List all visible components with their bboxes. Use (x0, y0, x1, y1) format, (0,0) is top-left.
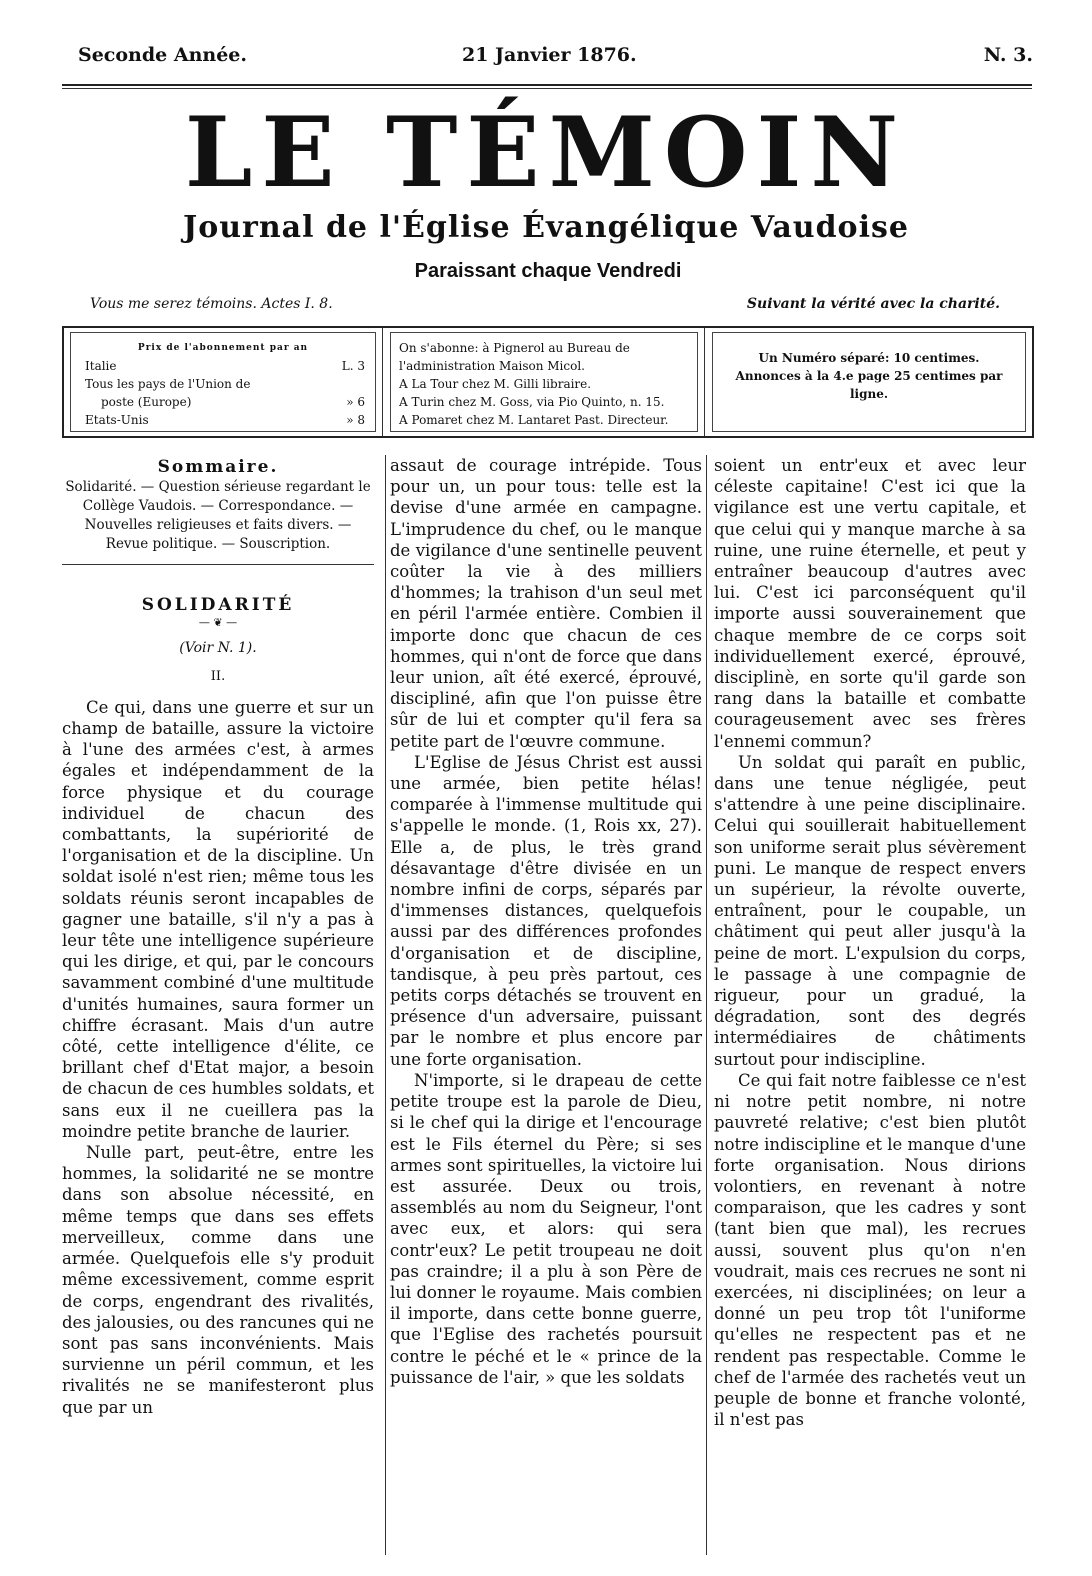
date-label: 21 Janvier 1876. (462, 44, 637, 66)
article-title: SOLIDARITÉ (141, 595, 295, 616)
publication-frequency: Paraissant chaque Vendredi (414, 260, 682, 282)
sommaire-text: Solidarité. — Question sérieuse regardant le Collège Vaudois. — Correspondance. — Nouvelles religieuses et faits divers. — Revue politique. — Souscription. (65, 479, 371, 553)
subscribe-line: A Pomaret chez M. Lantaret Past. Directeur. (399, 413, 669, 427)
price-row: Tous les pays de l'Union de (85, 377, 251, 391)
header-line (78, 44, 1033, 74)
article-part: II. (210, 668, 226, 684)
column-separator (706, 455, 707, 1555)
masthead-subtitle: Journal de l'Église Évangélique Vaudoise (183, 210, 909, 245)
issue-number: N. 3. (983, 44, 1033, 66)
prices-title: Prix de l'abonnement par an (137, 343, 309, 353)
motto-left: Vous me serez témoins. Actes I. 8. (90, 296, 333, 312)
paragraph: Nulle part, peut-être, entre les hommes, la solidarité ne se montre dans son absolue nécessité, en même temps que dans ses effets merveilleux, comme dans une armée. Quelquefois elle s'y produit même excessivement, comme esprit de corps, engendrant des rivalités, des jalousies, ou des rancunes qui ne sont pas sans inconvénients. Mais survienne un péril commun, et les rivalités ne se manifesteront plus que par un (62, 1143, 374, 1417)
article-reference: (Voir N. 1). (179, 640, 257, 657)
subscription-box (62, 326, 1034, 438)
sommaire-rule (62, 564, 374, 565)
subscribe-line: A La Tour chez M. Gilli libraire. (399, 377, 592, 391)
price-row: poste (Europe) » 6 (101, 395, 365, 409)
ads-price: Annonces à la 4.e page 25 centimes par ligne. (735, 369, 1003, 401)
column-3 (714, 455, 1026, 1430)
header-rule-thin (62, 88, 1032, 89)
sommaire-title: Sommaire. (157, 457, 279, 477)
ornament: — ❦ — (198, 616, 238, 630)
pricing-notes-column (706, 328, 1032, 436)
header-rule (62, 84, 1032, 86)
motto-right: Suivant la vérité avec la charité. (746, 296, 1000, 312)
price-row: Etats-Unis » 8 (85, 413, 365, 427)
paragraph: soient un entr'eux et avec leur céleste capitaine! C'est ici que la vigilance est une vertu capitale, et que celui qui y manque marche à sa ruine, une ruine éternelle, et peut y entraîner beaucoup d'autres avec lui. C'est ici parconséquent qu'il importe aussi souverainement que chaque membre de ce corps soit individuellement exercé, éprouvé, disciplinè, en sorte qu'il garde son rang dans la bataille et combatte courageusement avec ses frères l'ennemi commun? (714, 456, 1026, 751)
paragraph: Un soldat qui paraît en public, dans une tenue négligée, peut s'attendre à une peine disciplinaire. Celui qui souillerait habituellement son uniforme serait plus sévèrement puni. Le manque de respect envers un supérieur, la révolte ouverte, entraînent, pour le coupable, un châtiment qui peut aller jusqu'à la peine de mort. L'expulsion du corps, le passage à une compagnie de rigueur, pour un gradué, la dégradation, sont des degrés intermédiaires de châtiments surtout pour indiscipline. (714, 752, 1026, 1069)
paragraph: L'Eglise de Jésus Christ est aussi une armée, bien petite hélas! comparée à l'immense multitude qui s'appelle le monde. (1, Rois xx, 27). Elle a, de plus, le très grand désavantage d'être divisée en un nombre infini de corps, séparés par d'immenses distances, quelquefois aussi par des différences profondes d'organisation et de discipline, tandisque, à peu près partout, ces petits corps détachés se trouvent en présence d'un adversaire, puissant par le nombre et plus encore par une forte organisation. (390, 752, 702, 1069)
subscribe-column (384, 328, 705, 436)
subscribe-line: A Turin chez M. Goss, via Pio Quinto, n. 15. (399, 395, 665, 409)
subscribe-line: On s'abonne: à Pignerol au Bureau de l'administration Maison Micol. (399, 341, 630, 373)
price-row: Italie L. 3 (85, 359, 365, 373)
issue-price: Un Numéro séparé: 10 centimes. (758, 351, 980, 365)
masthead-title: LE TÉMOIN (184, 96, 908, 209)
year-label: Seconde Année. (78, 44, 248, 66)
prices-column (64, 328, 383, 436)
paragraph: Ce qui fait notre faiblesse ce n'est ni notre petit nombre, ni notre pauvreté relative; c'est bien plutôt notre indiscipline et le manque d'une forte organisation. Nous dirions volontiers, en revenant à notre comparaison, que les cadres y sont (tant bien que mal), les recrues aussi, souvent plus qu'on n'en voudrait, mais ces recrues ne sont ni exercées, ni disciplinées; on leur a donné un peu trop tôt l'uniforme qu'elles ne respectent pas et ne rendent pas respectable. Comme le chef de l'armée des rachetés veut un peuple de bonne et franche volonté, il n'est pas (714, 1070, 1026, 1430)
paragraph: Ce qui, dans une guerre et sur un champ de bataille, assure la victoire à l'une des armées c'est, à armes égales et indépendamment de la force physique et du courage individuel de chacun des combattants, la supériorité de l'organisation et de la discipline. Un soldat isolé n'est rien; même tous les soldats réunis seront incapables de gagner une bataille, s'il n'y a pas à leur tête une intelligence supérieure qui les dirige, et qui, par le concours savamment combiné d'une multitude d'unités humaines, saura former un chiffre écrasant. Mais d'un autre côté, cette intelligence d'élite, ce brillant chef d'Etat major, a besoin de chacun de ces humbles soldats, et sans eux il ne cueillera pas la moindre petite branche de laurier. (62, 697, 374, 1141)
column-separator (385, 455, 386, 1555)
column-2 (390, 455, 702, 1388)
paragraph: N'importe, si le drapeau de cette petite troupe est la parole de Dieu, si le chef qui la dirige et l'encourage est le Fils éternel du Père; si ses armes sont spirituelles, la victoire lui est assurée. Deux ou trois, assemblés au nom du Seigneur, l'ont avec eux, et alors: qui sera contr'eux? Le petit troupeau ne doit pas craindre; il a plu à son Père de lui donner le royaume. Mais combien il importe, dans cette bonne guerre, que l'Eglise des rachetés poursuit contre le péché et le « prince de la puissance de l'air, » que les soldats (390, 1070, 702, 1387)
paragraph: assaut de courage intrépide. Tous pour un, un pour tous: telle est la devise d'une armée en campagne. L'imprudence du chef, ou le manque de vigilance d'une sentinelle peuvent coûter la vie à des milliers d'hommes; la trahison d'un seul met en péril l'armée entière. Combien il importe donc que chacun de ces hommes, qui n'ont de force que dans leur union, aît été exercé, éprouvé, discipliné, afin que l'on puisse être sûr de lui et compter qu'il fera sa petite part de l'œuvre commune. (390, 456, 702, 751)
column-1 (62, 455, 374, 1418)
